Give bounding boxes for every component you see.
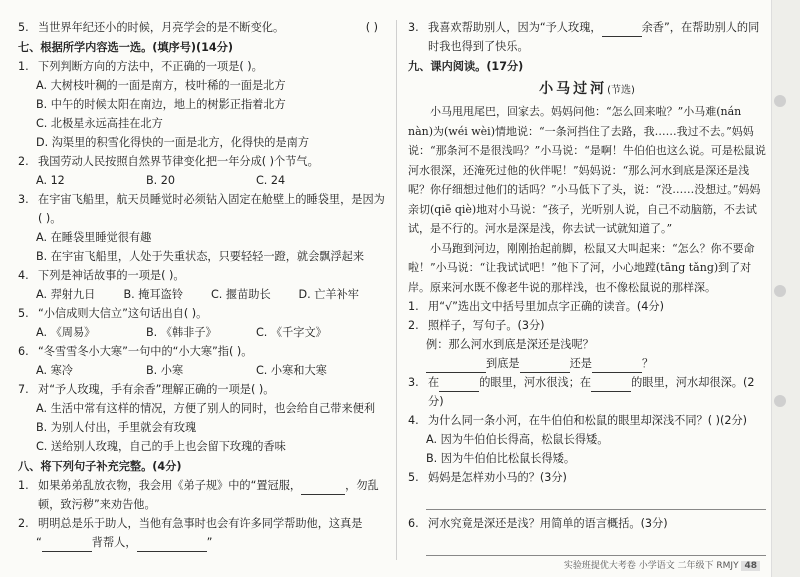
fill-blank[interactable] [137, 538, 207, 552]
fill-blank[interactable] [602, 23, 642, 37]
question-text: 致污秽”来劝告他。 [60, 498, 156, 511]
option[interactable]: B. 掩耳盗铃 [123, 288, 184, 301]
question-item [408, 411, 766, 430]
question-number: 2. [408, 319, 419, 332]
fill-blank[interactable] [591, 378, 631, 392]
fill-blank[interactable] [426, 359, 486, 373]
question-number: 3. [408, 376, 419, 389]
option[interactable]: C. 24 [256, 174, 286, 187]
answer-line[interactable] [426, 533, 766, 556]
question-text: “冬雪雪冬小大寒”一句中的“小大寒”指( )。 [38, 345, 253, 358]
fill-text: 在 [428, 376, 440, 389]
option[interactable]: A. 寒冷 [36, 364, 73, 377]
section-heading: 八、将下列句子补充完整。(4分) [18, 460, 182, 473]
binder-hole-icon [774, 285, 786, 297]
option[interactable]: B. 20 [146, 174, 176, 187]
fill-blank[interactable] [301, 481, 345, 495]
story-text [408, 102, 766, 297]
question-item [18, 152, 386, 171]
question-item [408, 18, 766, 56]
question-number: 3. [18, 193, 29, 206]
option[interactable]: A. 《周易》 [36, 326, 96, 339]
question-item [18, 190, 386, 228]
question-text: 下列判断方向的方法中，不正确的一项是( )。 [38, 60, 263, 73]
binder-hole-icon [774, 95, 786, 107]
section-heading: 七、根据所学内容选一选。(填序号)(14分) [18, 41, 234, 54]
question-item [18, 342, 386, 361]
question-number: 1. [18, 60, 29, 73]
fill-text: ？ [641, 357, 654, 370]
question-text: 河水究竟是深还是浅？用简单的语言概括。(3分) [428, 517, 668, 530]
question-number: 4. [408, 414, 419, 427]
fill-blank[interactable] [42, 538, 92, 552]
column-divider [396, 20, 397, 560]
option[interactable]: B. 在宇宙飞船里，人处于失重状态，只要轻轻一蹬，就会飘浮起来 [36, 250, 365, 263]
option[interactable]: B. 中午的时候太阳在南边，地上的树影正指着北方 [36, 98, 286, 111]
question-item [18, 380, 386, 399]
question-text: 如果弟弟乱放衣物，我会用《弟子规》中的“置冠服， [38, 479, 302, 492]
question-text: 对“予人玫瑰，手有余香”理解正确的一项是( )。 [38, 383, 275, 396]
answer-line[interactable] [426, 487, 766, 510]
question-text: 妈妈是怎样劝小马的？(3分) [428, 471, 567, 484]
option[interactable]: B. 《韩非子》 [146, 326, 217, 339]
question-text: 我国劳动人民按照自然界节律变化把一年分成( )个节气。 [38, 155, 319, 168]
option[interactable]: C. 《千字文》 [256, 326, 327, 339]
question-number: 5. [18, 21, 29, 34]
question-number: 4. [18, 269, 29, 282]
question-item [408, 316, 766, 335]
question-text: 当世界年纪还小的时候，月亮学会的是不断变化。 [38, 21, 285, 34]
option[interactable]: B. 因为牛伯伯比松鼠长得矮。 [426, 452, 576, 465]
question-number: 1. [408, 300, 419, 313]
option[interactable]: C. 北极星永远高挂在北方 [36, 117, 163, 130]
options-row [18, 361, 386, 380]
page-footer [564, 558, 760, 571]
story-title-note: (节选) [607, 85, 635, 96]
question-text: “小信成则大信立”这句话出自( )。 [38, 307, 208, 320]
question-item [18, 57, 386, 76]
binder-hole-icon [774, 395, 786, 407]
question-text: 明明总是乐于助人，当他有急事时也会有许多同学帮助他，这真是 [38, 517, 363, 530]
question-text: 为什么同一条小河，在牛伯伯和松鼠的眼里却深浅不同？( )(2分) [428, 414, 748, 427]
question-item [408, 373, 766, 411]
fill-text: 还是 [569, 357, 592, 370]
story-paragraph: 小马跑到河边，刚刚抬起前脚，松鼠又大叫起来：“怎么？你不要命啦！”小马说：“让我试试吧！”他下了河，小心地蹚(tāng tǎng)到了对岸。原来河水既不像老牛说的那样浅，也不像松鼠说的那样深。 [408, 241, 755, 294]
question-item [18, 476, 386, 514]
options-row [18, 285, 386, 304]
option[interactable]: A. 因为牛伯伯长得高，松鼠长得矮。 [426, 433, 609, 446]
question-number: 6. [18, 345, 29, 358]
question-text: 在宇宙飞船里，航天员睡觉时必须钻入固定在舱壁上的睡袋里，是因为( )。 [38, 193, 385, 225]
question-item [18, 514, 386, 533]
question-item [18, 266, 386, 285]
option[interactable]: A. 生活中常有这样的情况，方便了别人的同时，也会给自己带来便利 [36, 402, 376, 415]
left-column [18, 18, 386, 552]
question-text: ，勿乱顿， [38, 479, 379, 511]
footer-text: 实验班提优大考卷 小学语文 二年级下 RMJY [563, 561, 739, 571]
quote-mark: ” [206, 536, 213, 549]
fill-line [408, 354, 766, 373]
fill-blank[interactable] [520, 359, 570, 373]
options-row [18, 171, 386, 190]
page-number: 48 [741, 561, 760, 571]
question-number: 7. [18, 383, 29, 396]
option[interactable]: C. 送给别人玫瑰，自己的手上也会留下玫瑰的香味 [36, 440, 286, 453]
option[interactable]: A. 12 [36, 174, 65, 187]
question-item [18, 18, 386, 37]
fill-text: 到底是 [486, 357, 520, 370]
question-text: 下列是神话故事的一项是( )。 [38, 269, 185, 282]
question-number: 2. [18, 155, 29, 168]
question-number: 6. [408, 517, 419, 530]
question-number: 3. [408, 21, 419, 34]
example-sentence: 例：那么河水到底是深还是浅呢？ [426, 338, 594, 351]
question-item [408, 297, 766, 316]
question-item [408, 514, 766, 533]
answer-paren[interactable]: ( ) [365, 21, 378, 34]
quote-mark: “ [36, 536, 42, 549]
option[interactable]: B. 为别人付出，手里就会有玫瑰 [36, 421, 197, 434]
story-title [408, 80, 766, 100]
options-row [18, 323, 386, 342]
question-text: 我喜欢帮助别人，因为“予人玫瑰， [428, 21, 602, 34]
option[interactable]: A. 大树枝叶稠的一面是南方，枝叶稀的一面是北方 [36, 79, 286, 92]
fill-text: 的眼里，河水很浅；在 [479, 376, 592, 389]
question-number: 5. [18, 307, 29, 320]
question-text: 用“√”选出文中括号里加点字正确的读音。(4分) [428, 300, 664, 313]
fill-line [18, 533, 386, 552]
option[interactable]: B. 小寒 [146, 364, 184, 377]
option[interactable]: C. 小寒和大寒 [256, 364, 327, 377]
question-number: 5. [408, 471, 419, 484]
fill-blank[interactable] [592, 359, 642, 373]
question-number: 2. [18, 517, 29, 530]
option[interactable]: D. 沟渠里的积雪化得快的一面是北方，化得快的是南方 [36, 136, 310, 149]
fill-text: 的眼里，河水却很深。(2分) [428, 376, 755, 408]
fill-blank[interactable] [439, 378, 479, 392]
section-heading: 九、课内阅读。(17分) [408, 60, 524, 73]
story-paragraph: 小马甩甩尾巴，回家去。妈妈问他：“怎么回来啦？”小马难(nán nàn)为(wéi wèi)情地说：“一条河挡住了去路，我……我过不去。”妈妈说：“那条河不是很浅吗？”小马说：“是啊！牛伯伯也这么说。可是松鼠说河水很深，还淹死过他的伙伴呢！”妈妈说：“那么河水到底是深还是浅呢？你仔细想过他们的话吗？”小马低下了头，说：“没……没想过。”妈妈亲切(qiē qiè)地对小马说：“孩子，光听别人说，自己不动脑筋，不去试试，是不行的。河水是深是浅，你去试一试就知道了。” [408, 105, 766, 235]
option[interactable]: D. 亡羊补牢 [298, 288, 359, 301]
option[interactable]: A. 羿射九日 [36, 288, 96, 301]
question-number: 1. [18, 479, 29, 492]
right-column [408, 18, 766, 556]
question-item [18, 304, 386, 323]
story-title-text: 小马过河 [539, 81, 608, 97]
question-text: 背帮人， [91, 536, 137, 549]
option[interactable]: A. 在睡袋里睡觉很有趣 [36, 231, 152, 244]
question-text: 余香”，在帮助别人的同时我也得到了快乐。 [428, 21, 760, 53]
question-text: 照样子，写句子。(3分) [428, 319, 545, 332]
question-item [408, 468, 766, 487]
option[interactable]: C. 揠苗助长 [211, 288, 271, 301]
